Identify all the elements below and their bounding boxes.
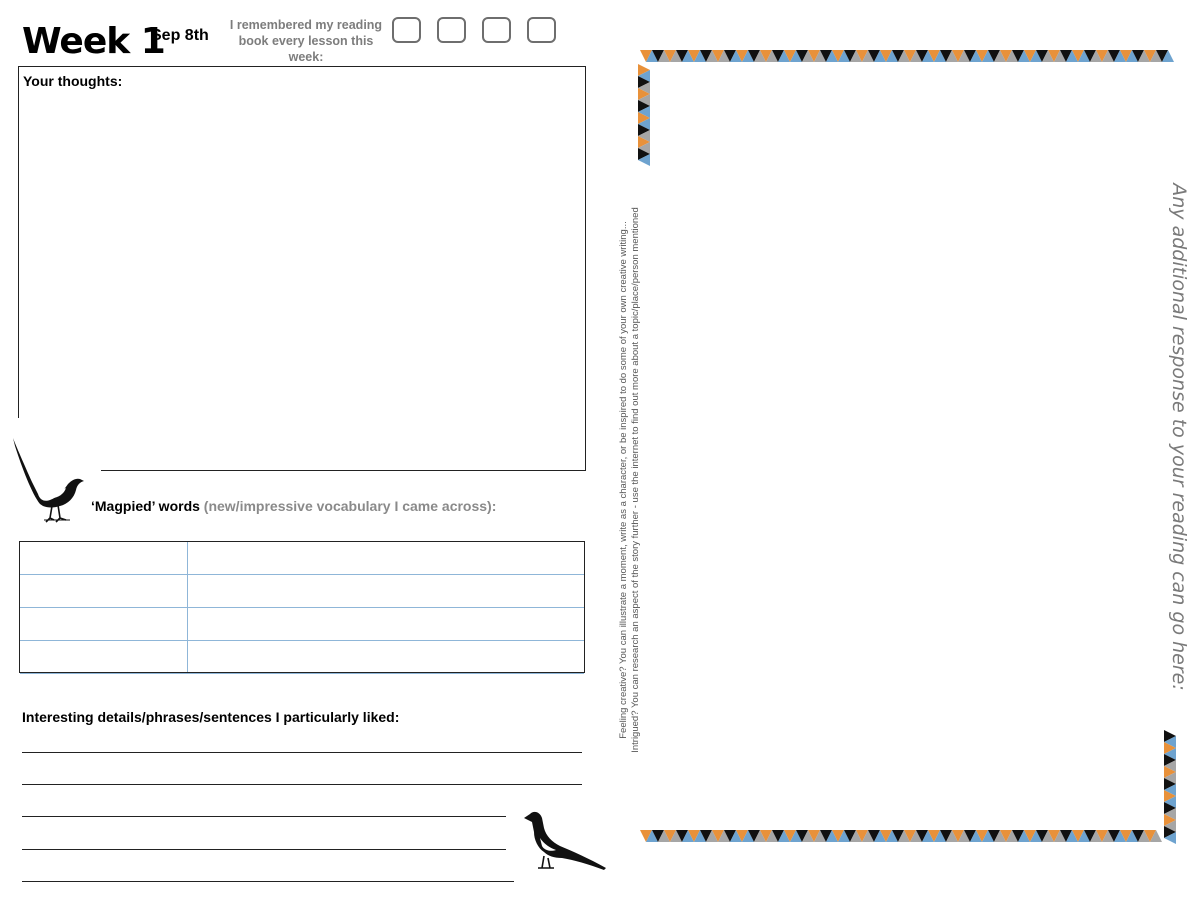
magpied-words-subtitle: (new/impressive vocabulary I came across): [203,498,497,514]
reading-book-prompt [226,17,386,65]
writing-line[interactable] [22,816,506,817]
details-label: Interesting details/phrases/sentences I particularly liked: [22,709,400,725]
magpie-icon [10,434,90,526]
lesson-tickbox-1[interactable] [392,17,421,43]
vocab-row[interactable] [20,542,584,575]
lesson-tickbox-2[interactable] [437,17,466,43]
writing-line[interactable] [22,784,582,785]
writing-line[interactable] [22,752,582,753]
vocab-row[interactable] [20,641,584,674]
writing-line[interactable] [22,849,506,850]
additional-response-text: Any additional response to your reading can go here: [1168,183,1190,691]
magpied-words-label [91,498,496,514]
week-date: Sep 8th [151,27,209,44]
week-title: Week 1 [22,21,165,62]
magpie-icon [520,806,608,876]
triangle-border [636,48,1181,848]
lesson-tickbox-4[interactable] [527,17,556,43]
thoughts-box [18,66,586,471]
reading-book-prompt-line2: book every lesson this week: [238,34,374,64]
creative-prompt-line2: Intrigued? You can research an aspect of the story further - use the internet to find out more about a topic/place/person mentioned [630,207,641,753]
writing-line[interactable] [22,881,514,882]
magpied-words-title: ‘Magpied’ words [91,498,200,514]
vocab-row[interactable] [20,608,584,641]
reading-book-prompt-line1: I remembered my reading [229,18,383,32]
vocab-row[interactable] [20,575,584,608]
creative-prompt-line1: Feeling creative? You can illustrate a moment, write as a character, or be inspired to do some of your own creative writing... [618,221,629,739]
thoughts-input[interactable] [23,95,581,466]
vocab-table [19,541,585,673]
vocab-column-divider [187,542,188,672]
lesson-tickbox-3[interactable] [482,17,511,43]
thoughts-label: Your thoughts: [23,73,123,89]
